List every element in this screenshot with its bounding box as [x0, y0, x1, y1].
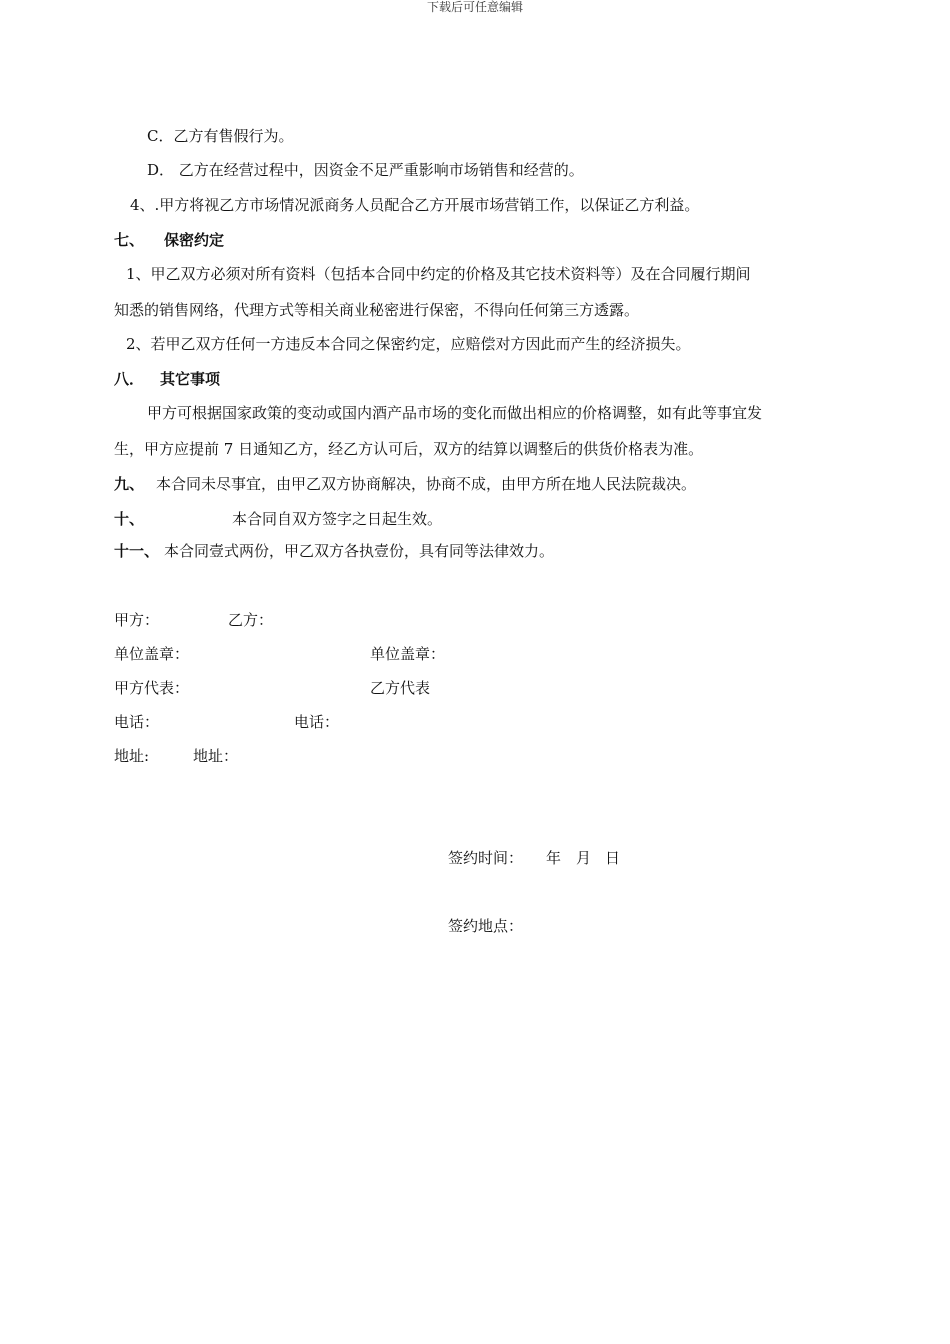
page-header-note: 下载后可任意编辑: [426, 0, 523, 14]
section-8-para-line-1: 甲方可根据国家政策的变动或国内酒产品市场的变化而做出相应的价格调整，如有此等事宜发: [147, 404, 763, 422]
signing-time-day: 日: [605, 849, 621, 867]
party-a-label: 甲方：: [114, 611, 160, 629]
section-9-number: 九、: [114, 475, 145, 493]
section-7-para-1-line-1: 1、甲乙双方必须对所有资料（包括本合同中约定的价格及其它技术资料等）及在合同履行期间: [126, 265, 751, 283]
party-b-representative-label: 乙方代表: [370, 679, 431, 697]
party-a-seal-label: 单位盖章：: [114, 645, 190, 663]
party-a-address-label: 地址:: [114, 747, 150, 765]
party-b-address-label: 地址：: [193, 747, 239, 765]
section-11-number: 十一、: [114, 542, 160, 560]
clause-item-4: 4、.甲方将视乙方市场情况派商务人员配合乙方开展市场营销工作，以保证乙方利益。: [130, 196, 700, 214]
section-8-number: 八．: [114, 370, 145, 388]
clause-item-c: C．乙方有售假行为。: [147, 127, 294, 145]
clause-item-d: D． 乙方在经营过程中，因资金不足严重影响市场销售和经营的。: [147, 161, 584, 179]
party-b-seal-label: 单位盖章：: [370, 645, 446, 663]
section-9-text: 本合同未尽事宜，由甲乙双方协商解决，协商不成，由甲方所在地人民法院裁决。: [156, 475, 697, 493]
section-10-number: 十、: [114, 510, 145, 528]
section-7-title: 保密约定: [164, 231, 225, 249]
section-11-text: 本合同壹式两份，甲乙双方各执壹份，具有同等法律效力。: [164, 542, 555, 560]
section-8-title: 其它事项: [160, 370, 221, 388]
section-7-number: 七、: [114, 231, 145, 249]
section-7-para-2: 2、若甲乙双方任何一方违反本合同之保密约定，应赔偿对方因此而产生的经济损失。: [126, 335, 691, 353]
signing-time-year: 年: [546, 849, 562, 867]
section-10-text: 本合同自双方签字之日起生效。: [232, 510, 443, 528]
signing-place-label: 签约地点：: [448, 917, 524, 935]
party-b-phone-label: 电话：: [294, 713, 340, 731]
party-a-phone-label: 电话：: [114, 713, 160, 731]
section-8-para-line-2: 生，甲方应提前 7 日通知乙方，经乙方认可后，双方的结算以调整后的供货价格表为准。: [114, 440, 704, 458]
section-7-para-1-line-2: 知悉的销售网络，代理方式等相关商业秘密进行保密，不得向任何第三方透露。: [114, 301, 640, 319]
party-a-representative-label: 甲方代表：: [114, 679, 190, 697]
party-b-label: 乙方：: [228, 611, 274, 629]
signing-time-label: 签约时间：: [448, 849, 524, 867]
signing-time-month: 月: [576, 849, 592, 867]
